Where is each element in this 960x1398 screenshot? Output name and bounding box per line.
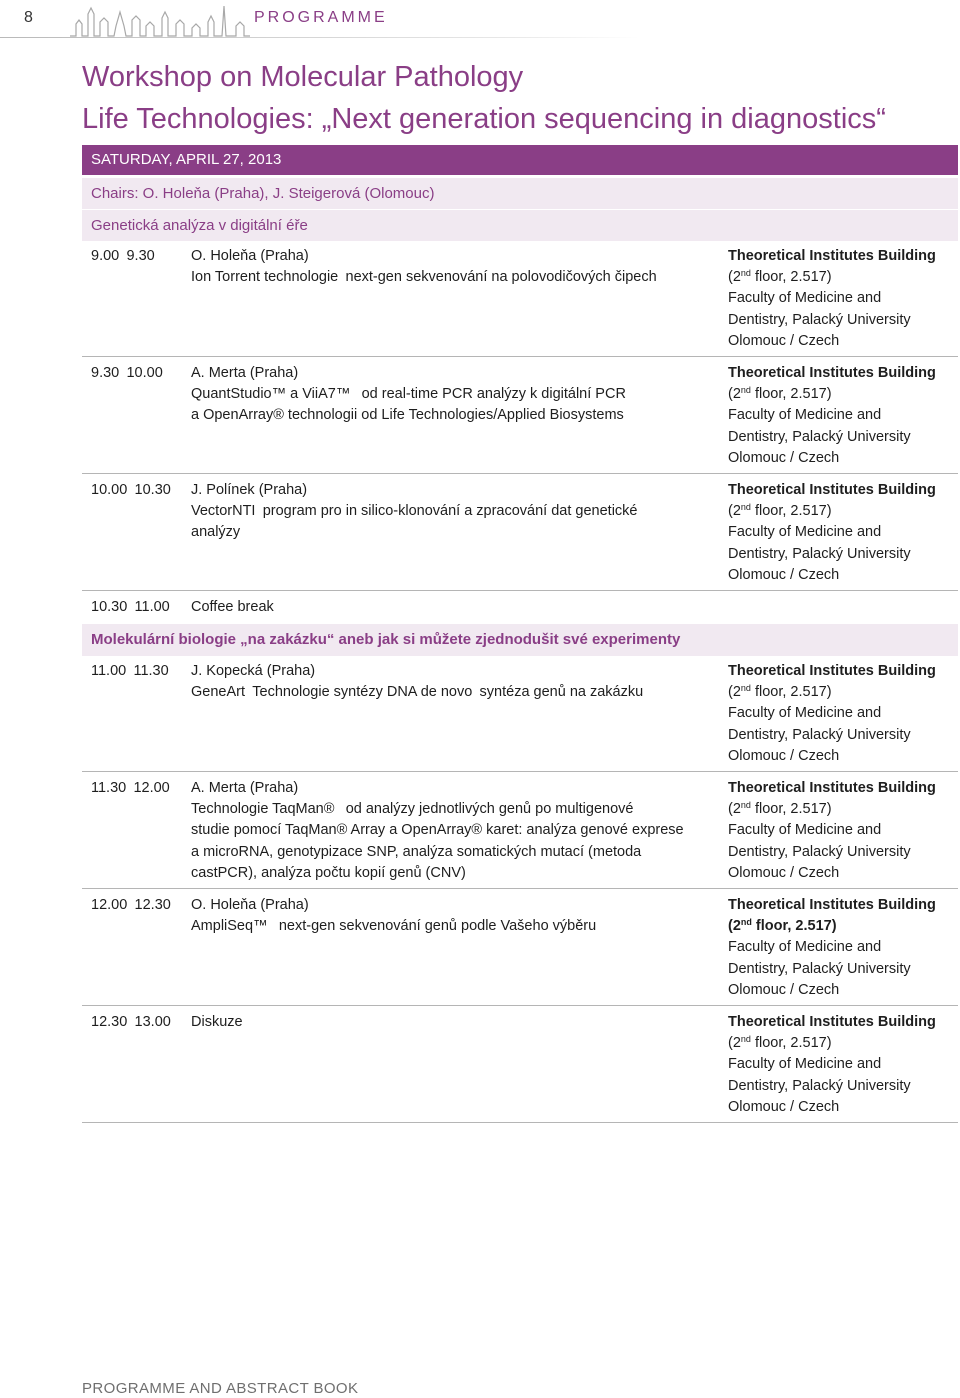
venue-floor-sup: nd — [740, 800, 751, 811]
table-row — [82, 1012, 958, 1123]
venue-floor-open: (2 — [728, 1035, 741, 1052]
section-label: PROGRAMME — [254, 9, 388, 26]
talk-details — [191, 778, 711, 884]
talk-time: 11.30 12.00 — [91, 780, 170, 796]
venue-floor — [728, 682, 956, 703]
talk-title-line: AmpliSeq™ next-gen sekvenování genů podle Vašeho výběru — [191, 918, 597, 935]
venue-university: Dentistry, Palacký University — [728, 1077, 911, 1094]
talk-title-line: QuantStudio™ a ViiA7™ od real-time PCR analýzy k digitální PCR — [191, 386, 626, 403]
venue-faculty: Faculty of Medicine and — [728, 705, 882, 722]
venue-floor-close: floor, 2.517) — [750, 801, 832, 818]
venue-info — [728, 246, 956, 352]
talk-time: 12.00 12.30 — [91, 897, 171, 913]
venue-university: Dentistry, Palacký University — [728, 960, 911, 977]
talk-speaker: A. Merta (Praha) — [191, 780, 299, 796]
venue-floor-close: floor, 2.517) — [750, 269, 832, 286]
venue-floor-close: floor, 2.517) — [750, 684, 832, 701]
venue-city: Olomouc / Czech — [728, 747, 840, 764]
venue-floor-sup: nd — [740, 502, 751, 513]
venue-university: Dentistry, Palacký University — [728, 545, 911, 562]
venue-info — [728, 480, 956, 586]
venue-info — [728, 1012, 956, 1118]
page-header — [0, 0, 960, 40]
venue-floor-close: floor, 2.517) — [750, 1035, 832, 1052]
table-row — [82, 661, 958, 772]
venue-floor — [728, 267, 956, 288]
venue-floor-open: (2 — [728, 801, 741, 818]
venue-city: Olomouc / Czech — [728, 1098, 840, 1115]
venue-building: Theoretical Institutes Building — [728, 897, 936, 913]
venue-faculty: Faculty of Medicine and — [728, 939, 882, 956]
talk-details — [191, 1012, 711, 1033]
venue-city: Olomouc / Czech — [728, 332, 840, 349]
session-title-genetic-analysis: Genetická analýza v digitální éře — [82, 210, 958, 241]
talk-time: 10.30 11.00 — [91, 599, 170, 615]
prague-skyline-icon — [70, 0, 250, 38]
header-divider — [0, 37, 640, 38]
talk-time: 9.30 10.00 — [91, 365, 163, 381]
workshop-title-line-2: Life Technologies: „Next generation sequencing in diagnostics“ — [82, 103, 886, 135]
table-row — [82, 778, 958, 889]
table-row — [82, 246, 958, 357]
table-row — [82, 363, 958, 474]
venue-floor — [728, 916, 956, 937]
session-title-molecular-biology: Molekulární biologie „na zakázku“ aneb jak si můžete zjednodušit své experimenty — [82, 624, 958, 656]
venue-info — [728, 363, 956, 469]
talk-time: 10.00 10.30 — [91, 482, 171, 498]
talk-title-line: analýzy — [191, 524, 241, 541]
venue-city: Olomouc / Czech — [728, 566, 840, 583]
venue-floor-close: floor, 2.517) — [751, 918, 837, 935]
venue-university: Dentistry, Palacký University — [728, 843, 911, 860]
table-row — [82, 597, 958, 621]
venue-university: Dentistry, Palacký University — [728, 726, 911, 743]
talk-title-line: studie pomocí TaqMan® Array a OpenArray® karet: analýza genové exprese — [191, 822, 684, 839]
venue-floor-open: (2 — [728, 684, 741, 701]
venue-city: Olomouc / Czech — [728, 981, 840, 998]
talk-title-line: GeneArt Technologie syntézy DNA de novo syntéza genů na zakázku — [191, 684, 644, 701]
venue-faculty: Faculty of Medicine and — [728, 407, 882, 424]
talk-time: 9.00 9.30 — [91, 248, 155, 264]
talk-title-line: a microRNA, genotypizace SNP, analýza somatických mutací (metoda — [191, 843, 642, 860]
venue-info — [728, 661, 956, 767]
talk-time: 11.00 11.30 — [91, 663, 169, 679]
venue-floor — [728, 384, 956, 405]
venue-floor-open: (2 — [728, 269, 741, 286]
venue-floor-open: (2 — [728, 503, 741, 520]
venue-floor-close: floor, 2.517) — [750, 386, 832, 403]
talk-details — [191, 597, 711, 618]
talk-details — [191, 363, 711, 427]
venue-faculty: Faculty of Medicine and — [728, 1056, 882, 1073]
talk-speaker: Diskuze — [191, 1014, 243, 1030]
workshop-title — [82, 56, 886, 140]
workshop-title-line-1: Workshop on Molecular Pathology — [82, 61, 524, 93]
table-row — [82, 895, 958, 1006]
venue-floor-sup: nd — [740, 683, 751, 694]
venue-building: Theoretical Institutes Building — [728, 663, 936, 679]
venue-floor-sup: nd — [740, 385, 751, 396]
venue-faculty: Faculty of Medicine and — [728, 290, 882, 307]
talk-speaker: O. Holeňa (Praha) — [191, 248, 309, 264]
venue-building: Theoretical Institutes Building — [728, 248, 936, 264]
talk-speaker: J. Kopecká (Praha) — [191, 663, 316, 679]
talk-details — [191, 480, 711, 544]
venue-floor-sup: nd — [740, 917, 752, 928]
venue-faculty: Faculty of Medicine and — [728, 822, 882, 839]
venue-university: Dentistry, Palacký University — [728, 428, 911, 445]
venue-floor — [728, 799, 956, 820]
venue-floor-sup: nd — [740, 1034, 751, 1045]
venue-floor-open: (2 — [728, 918, 741, 935]
venue-info — [728, 895, 956, 1001]
venue-building: Theoretical Institutes Building — [728, 1014, 936, 1030]
venue-faculty: Faculty of Medicine and — [728, 524, 882, 541]
venue-city: Olomouc / Czech — [728, 864, 840, 881]
table-row — [82, 480, 958, 591]
venue-floor-sup: nd — [740, 268, 751, 279]
venue-building: Theoretical Institutes Building — [728, 780, 936, 796]
talk-details — [191, 246, 711, 288]
talk-details — [191, 661, 711, 703]
chairs-band: Chairs: O. Holeňa (Praha), J. Steigerová (Olomouc) — [82, 178, 958, 209]
talk-title-line: VectorNTI program pro in silico-klonování a zpracování dat genetické — [191, 503, 638, 520]
page-number: 8 — [24, 9, 33, 26]
talk-title-line: castPCR), analýza počtu kopií genů (CNV) — [191, 864, 466, 881]
talk-title-line: Technologie TaqMan® od analýzy jednotlivých genů po multigenové — [191, 801, 634, 818]
talk-details — [191, 895, 711, 937]
venue-city: Olomouc / Czech — [728, 449, 840, 466]
date-bar: SATURDAY, APRIL 27, 2013 — [82, 145, 958, 175]
venue-floor — [728, 501, 956, 522]
venue-university: Dentistry, Palacký University — [728, 311, 911, 328]
talk-time: 12.30 13.00 — [91, 1014, 171, 1030]
talk-title-line: Ion Torrent technologie next-gen sekvenování na polovodičových čipech — [191, 269, 657, 286]
venue-floor-close: floor, 2.517) — [750, 503, 832, 520]
talk-title-line: a OpenArray® technologii od Life Technologies/Applied Biosystems — [191, 407, 624, 424]
venue-info — [728, 778, 956, 884]
talk-speaker: O. Holeňa (Praha) — [191, 897, 309, 913]
venue-floor — [728, 1033, 956, 1054]
break-label: Coffee break — [191, 599, 274, 615]
venue-building: Theoretical Institutes Building — [728, 365, 936, 381]
venue-building: Theoretical Institutes Building — [728, 482, 936, 498]
talk-speaker: J. Polínek (Praha) — [191, 482, 308, 498]
footer-book-title: PROGRAMME AND ABSTRACT BOOK — [82, 1380, 359, 1397]
talk-speaker: A. Merta (Praha) — [191, 365, 299, 381]
venue-floor-open: (2 — [728, 386, 741, 403]
